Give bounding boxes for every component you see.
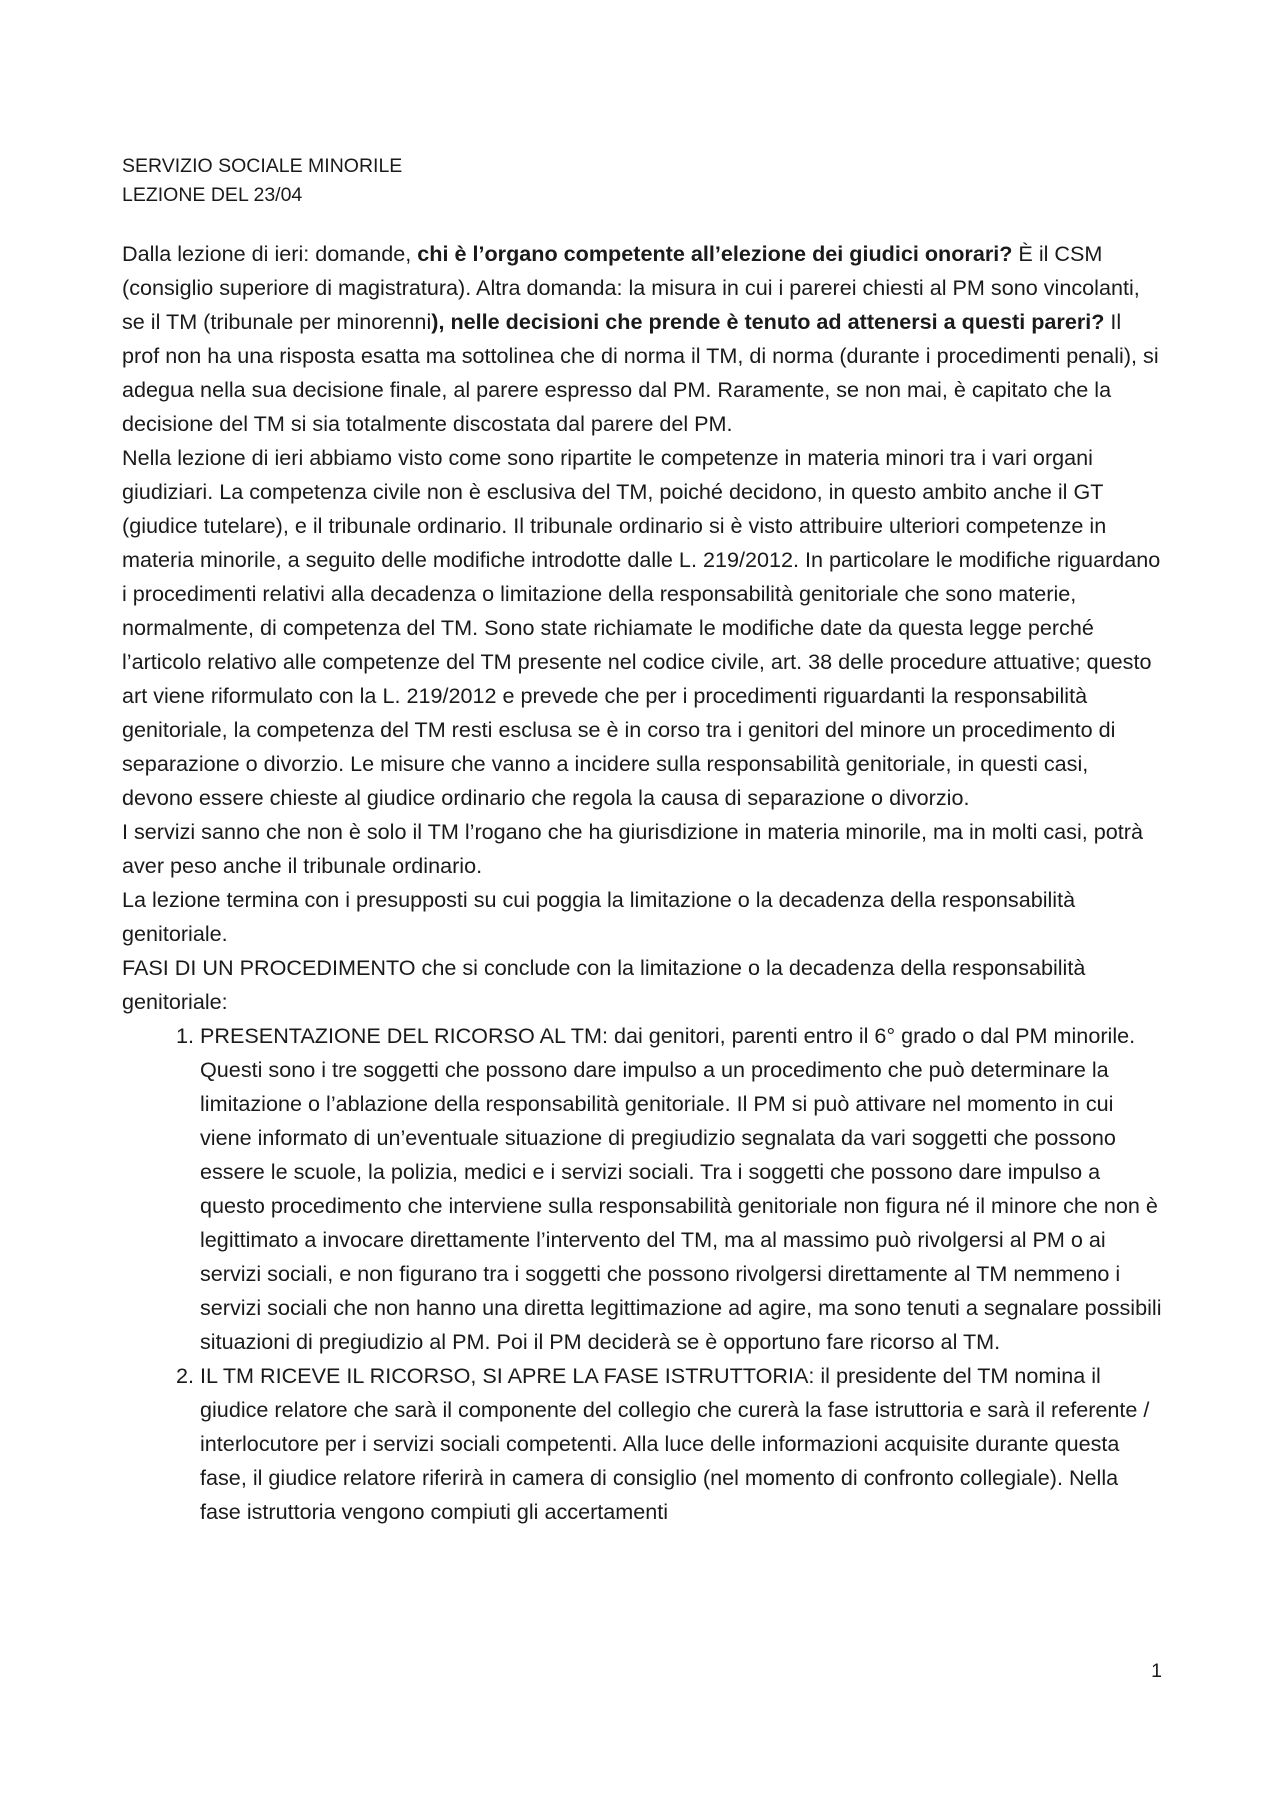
list-item: 1. PRESENTAZIONE DEL RICORSO AL TM: dai genitori, parenti entro il 6° grado o dal PM minorile. Questi sono i tre soggetti che possono dare impulso a un procedimento che può determinare la limitazione o l’ablazione della responsabilità genitoriale. Il PM si può attivare nel momento in cui viene informato di un’eventuale situazione di pregiudizio segnalata da vari soggetti che possono essere le scuole, la polizia, medici e i servizi sociali. Tra i soggetti che possono dare impulso a questo procedimento che interviene sulla responsabilità genitoriale non figura né il minore che non è legittimato a invocare direttamente l’intervento del TM, ma al massimo può rivolgersi al PM o ai servizi sociali, e non figurano tra i soggetti che possono rivolgersi direttamente al TM nemmeno i servizi sociali che non hanno una diretta legittimazione ad agire, ma sono tenuti a segnalare possibili situazioni di pregiudizio al PM. Poi il PM deciderà se è opportuno fare ricorso al TM. [200, 1019, 1162, 1359]
paragraph-text: Dalla lezione di ieri: domande, [122, 241, 418, 266]
page-number: 1 [1151, 1660, 1162, 1682]
paragraph-intro [122, 237, 1162, 441]
document-subtitle: LEZIONE DEL 23/04 [122, 184, 303, 206]
bold-question: chi è l’organo competente all’elezione dei giudici onorari? [417, 241, 1013, 266]
paragraph-text: Il prof non ha una risposta esatta ma sottolinea che di norma il TM, di norma (durante i procedimenti penali), si adegua nella sua decisione finale, al parere espresso dal PM. Raramente, se non mai, è capitato che la decisione del TM si sia totalmente discostata dal parere del PM. [122, 309, 1159, 436]
document-title: SERVIZIO SOCIALE MINORILE [122, 155, 403, 177]
list-item: 2. IL TM RICEVE IL RICORSO, SI APRE LA FASE ISTRUTTORIA: il presidente del TM nomina il giudice relatore che sarà il componente del collegio che curerà la fase istruttoria e sarà il referente / interlocutore per i servizi sociali competenti. Alla luce delle informazioni acquisite durante questa fase, il giudice relatore riferirà in camera di consiglio (nel momento di confronto collegiale). Nella fase istruttoria vengono compiuti gli accertamenti [200, 1359, 1162, 1529]
paragraph-text: È il CSM (consiglio superiore di magistratura). Altra domanda: la misura in cui i parerei chiesti al PM sono vincolanti, se il TM (tribunale per minorenni [122, 241, 1140, 334]
spacer [122, 210, 1162, 237]
paragraph-servizi: I servizi sanno che non è solo il TM l’rogano che ha giurisdizione in materia minorile, ma in molti casi, potrà aver peso anche il tribunale ordinario. [122, 819, 1143, 878]
document-body [122, 152, 1162, 1529]
phases-list [122, 1019, 1162, 1529]
paragraph-presupposti: La lezione termina con i presupposti su cui poggia la limitazione o la decadenza della responsabilità genitoriale. [122, 887, 1076, 946]
paragraph-competenze: Nella lezione di ieri abbiamo visto come sono ripartite le competenze in materia minori tra i vari organi giudiziari. La competenza civile non è esclusiva del TM, poiché decidono, in questo ambito anche il GT (giudice tutelare), e il tribunale ordinario. Il tribunale ordinario si è visto attribuire ulteriori competenze in materia minorile, a seguito delle modifiche introdotte dalle L. 219/2012. In particolare le modifiche riguardano i procedimenti relativi alla decadenza o limitazione della responsabilità genitoriale che sono materie, normalmente, di competenza del TM. Sono state richiamate le modifiche date da questa legge perché l’articolo relativo alle competenze del TM presente nel codice civile, art. 38 delle procedure attuative; questo art viene riformulato con la L. 219/2012 e prevede che per i procedimenti riguardanti la responsabilità genitoriale, la competenza del TM resti esclusa se è in corso tra i genitori del minore un procedimento di separazione o divorzio. Le misure che vanno a incidere sulla responsabilità genitoriale, in questi casi, devono essere chieste al giudice ordinario che regola la causa di separazione o divorzio. [122, 445, 1161, 810]
bold-question: ), nelle decisioni che prende è tenuto ad attenersi a questi pareri? [431, 309, 1105, 334]
paragraph-fasi: FASI DI UN PROCEDIMENTO che si conclude con la limitazione o la decadenza della responsabilità genitoriale: [122, 955, 1086, 1014]
